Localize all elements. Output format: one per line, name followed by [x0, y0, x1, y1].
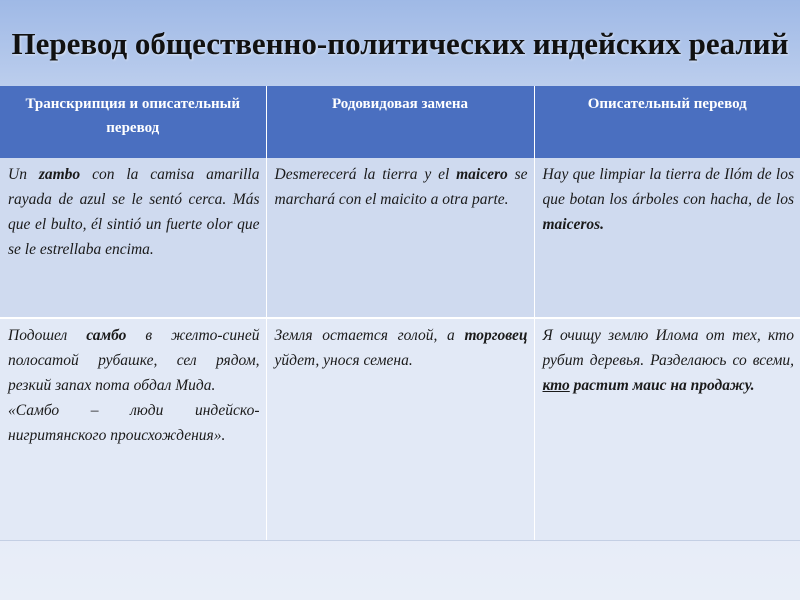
header-transcription: Транскрипция и описательный перевод [0, 86, 266, 158]
cell-spanish-transcription [0, 158, 266, 318]
highlighted-term: кто [542, 377, 570, 394]
cell-text: con la camisa amarilla rayada de azul se le sentó cerca. Más que el bulto, él sintió un fuerte olor que se le estrellaba encima. [8, 166, 260, 258]
highlighted-term: maiceros. [542, 216, 605, 233]
slide-title [0, 0, 800, 86]
cell-text: Desmerecerá la tierra y el [274, 166, 457, 183]
realia-table [0, 86, 800, 541]
cell-text: в желто-синей полосатой рубашке, сел рядом, резкий запах пота обдал Мида. [8, 327, 260, 394]
cell-text: Я очищу землю Илома от тех, кто рубит деревья. Разделаюсь со всеми, [542, 327, 794, 369]
highlighted-term: maicero [456, 166, 508, 183]
highlighted-term: самбо [86, 327, 127, 344]
table-header-row [0, 86, 800, 158]
cell-text: Земля остается голой, а [274, 327, 465, 344]
highlighted-term: торговец [464, 327, 528, 344]
header-descriptive-translation: Описательный перевод [534, 86, 800, 158]
cell-russian-descriptive [534, 318, 800, 540]
cell-text: уйдет, унося семена. [274, 352, 413, 369]
cell-spanish-generic [266, 158, 534, 318]
cell-russian-generic [266, 318, 534, 540]
cell-text: Подошел [8, 327, 87, 344]
cell-spanish-descriptive [534, 158, 800, 318]
cell-text: Hay que limpiar la tierra de Ilóm de los que botan los árboles con hacha, de los [542, 166, 794, 208]
table-row-spanish [0, 158, 800, 318]
table-row-russian [0, 318, 800, 540]
cell-text: «Самбо – люди индейско-нигритянского происхождения». [8, 402, 260, 444]
header-generic-replacement: Родовидовая замена [266, 86, 534, 158]
cell-russian-transcription [0, 318, 266, 540]
slide-title-text: Перевод общественно-политических индейских реалий [11, 25, 789, 61]
highlighted-term: zambo [38, 166, 81, 183]
cell-text: Un [8, 166, 39, 183]
highlighted-term: растит маис на продажу. [573, 377, 755, 394]
cell-text: se marchará con el maicito a otra parte. [274, 166, 528, 208]
